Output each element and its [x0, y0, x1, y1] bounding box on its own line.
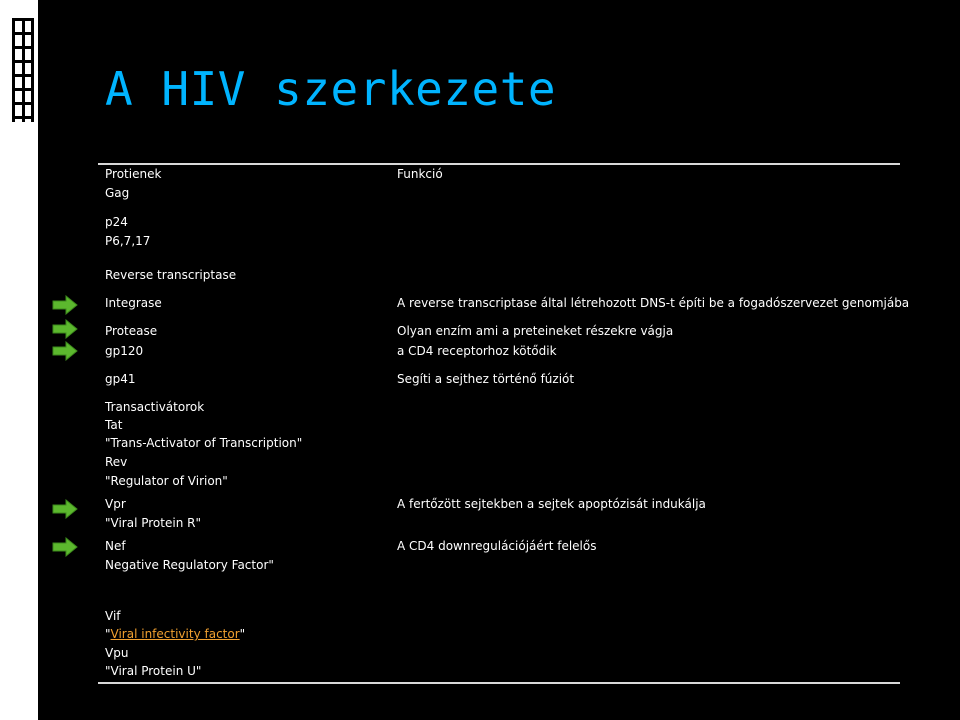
left-sidebar-bar — [0, 0, 38, 720]
table-top-rule — [98, 163, 900, 165]
protein-vpu-full: "Viral Protein U" — [105, 664, 202, 678]
protein-rev-full: "Regulator of Virion" — [105, 474, 228, 488]
protein-transactivators: Transactivátorok — [105, 400, 205, 414]
protein-vpr-full: "Viral Protein R" — [105, 516, 201, 530]
quote-open: " — [105, 627, 111, 641]
protein-nef-full: Negative Regulatory Factor" — [105, 558, 274, 572]
function-protease: Olyan enzím ami a preteineket részekre vágja — [397, 324, 674, 338]
protein-integrase: Integrase — [105, 296, 162, 310]
protein-gag: Gag — [105, 186, 130, 200]
protein-gp41: gp41 — [105, 372, 136, 386]
arrow-right-icon — [52, 499, 78, 519]
protein-vif-full — [105, 625, 245, 643]
protein-rev: Rev — [105, 455, 128, 469]
protein-protease: Protease — [105, 324, 158, 338]
function-vpr: A fertőzött sejtekben a sejtek apoptózisát indukálja — [397, 497, 706, 511]
function-integrase: A reverse transcriptase által létrehozott DNS-t építi be a fogadószervezet genomjába — [397, 296, 910, 310]
slide-title: A HIV szerkezete — [105, 62, 557, 116]
protein-tat-full: "Trans-Activator of Transcription" — [105, 436, 303, 450]
arrow-right-icon — [52, 341, 78, 361]
protein-vpr: Vpr — [105, 497, 126, 511]
protein-vpu: Vpu — [105, 646, 129, 660]
function-gp120: a CD4 receptorhoz kötődik — [397, 344, 557, 358]
arrow-right-icon — [52, 295, 78, 315]
protein-reverse-transcriptase: Reverse transcriptase — [105, 268, 237, 282]
header-function: Funkció — [397, 167, 443, 181]
grid-decoration-icon — [8, 18, 38, 128]
arrow-right-icon — [52, 537, 78, 557]
protein-tat: Tat — [105, 418, 123, 432]
protein-gp120: gp120 — [105, 344, 144, 358]
protein-nef: Nef — [105, 539, 126, 553]
header-proteins: Protienek — [105, 167, 162, 181]
table-bottom-rule — [98, 682, 900, 684]
function-nef: A CD4 downregulációjáért felelős — [397, 539, 597, 553]
protein-p6: P6,7,17 — [105, 234, 151, 248]
protein-p24: p24 — [105, 215, 128, 229]
arrow-right-icon — [52, 319, 78, 339]
function-gp41: Segíti a sejthez történő fúziót — [397, 372, 575, 386]
quote-close: " — [239, 627, 246, 641]
viral-infectivity-factor-link[interactable]: Viral infectivity factor — [110, 627, 240, 641]
protein-vif: Vif — [105, 609, 121, 623]
